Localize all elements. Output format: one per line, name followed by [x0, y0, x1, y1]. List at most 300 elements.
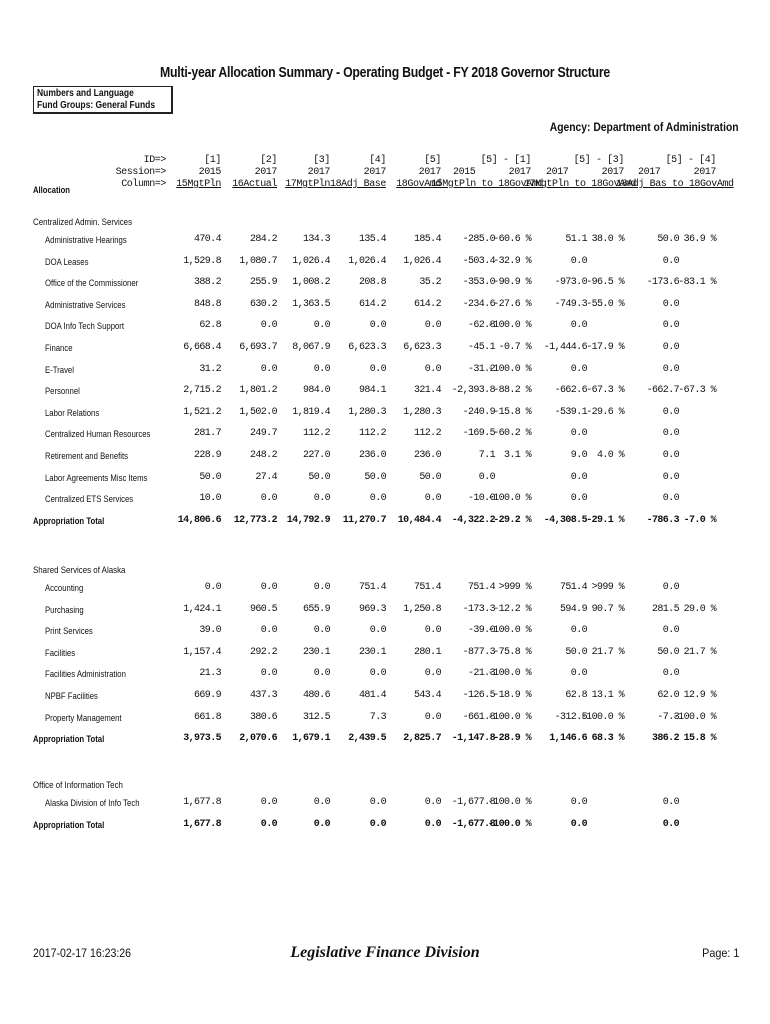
table-row — [0, 449, 770, 463]
table-row — [0, 689, 770, 703]
value-cell: 0.0 — [313, 320, 330, 332]
value-cell: 0.0 — [313, 582, 330, 593]
table-row — [0, 603, 770, 617]
header-col-3: 17MgtPln — [285, 179, 330, 190]
header-col-4: 2017 — [363, 167, 386, 178]
diff-percent-cell: -67.3 % — [586, 385, 624, 397]
total-label: Appropriation Total — [33, 734, 105, 745]
row-label: Labor Relations — [45, 407, 100, 418]
diff-amount-cell: 0.0 — [662, 298, 679, 310]
header-row-label: Session=> — [115, 167, 166, 178]
diff-amount-cell: 0.0 — [662, 797, 679, 808]
value-cell: 0.0 — [260, 320, 277, 332]
row-label: Personnel — [45, 386, 80, 397]
diff-amount-cell: 0.0 — [662, 363, 679, 375]
value-cell: 1,026.4 — [348, 255, 386, 267]
table-row — [0, 298, 770, 312]
report-title: Multi-year Allocation Summary - Operating Budget - FY 2018 Governor Structure — [160, 64, 610, 81]
value-cell: 0.0 — [260, 818, 277, 830]
header-col-2: 2017 — [254, 167, 277, 178]
value-cell: 312.5 — [302, 711, 330, 723]
value-cell: 1,529.8 — [183, 255, 221, 267]
table-row — [0, 341, 770, 355]
header-col-4: [4] — [369, 155, 386, 166]
diff-percent-cell: -100.0 % — [487, 320, 531, 332]
diff-percent-cell: -18.9 % — [493, 690, 531, 701]
row-label: Labor Agreements Misc Items — [45, 472, 148, 483]
value-cell: 984.1 — [358, 385, 386, 397]
value-cell: 1,157.4 — [183, 646, 221, 658]
section-title: Office of Information Tech — [33, 780, 123, 790]
header-diff-id: [5] - [3] — [573, 155, 624, 166]
diff-amount-cell: -662.6 — [554, 385, 587, 397]
value-cell: 1,280.3 — [348, 406, 386, 418]
diff-percent-cell: 21.7 % — [683, 646, 716, 658]
diff-percent-cell: -60.6 % — [493, 234, 531, 245]
row-label: DOA Leases — [45, 256, 89, 267]
diff-amount-cell: -240.9 — [462, 406, 495, 418]
value-cell: 0.0 — [260, 582, 277, 593]
value-cell: 3,973.5 — [183, 733, 221, 745]
appropriation-total-row — [0, 732, 770, 746]
diff-amount-cell: -39.0 — [467, 625, 495, 637]
value-cell: 292.2 — [249, 646, 277, 658]
diff-amount-cell: -62.8 — [467, 320, 495, 332]
diff-amount-cell: 0.0 — [662, 406, 679, 418]
diff-amount-cell: 0.0 — [662, 320, 679, 332]
value-cell: 31.2 — [199, 363, 221, 375]
allocation-header: Allocation — [33, 185, 70, 195]
header-diff-year-to: 2017 — [601, 167, 624, 178]
diff-amount-cell: 0.0 — [570, 668, 587, 680]
value-cell: 280.1 — [413, 646, 441, 658]
appropriation-total-row — [0, 818, 770, 832]
diff-amount-cell: 51.1 — [565, 234, 587, 245]
diff-amount-cell: -312.5 — [554, 711, 587, 723]
value-cell: 11,270.7 — [342, 514, 386, 526]
value-cell: 437.3 — [249, 690, 277, 701]
value-cell: 1,679.1 — [292, 733, 330, 745]
value-cell: 6,623.3 — [348, 342, 386, 353]
table-row — [0, 646, 770, 660]
value-cell: 1,250.8 — [403, 603, 441, 615]
value-cell: 248.2 — [249, 450, 277, 461]
value-cell: 480.6 — [302, 690, 330, 701]
footer-page-number: Page: 1 — [701, 946, 739, 960]
diff-percent-cell: 15.8 % — [683, 733, 716, 745]
diff-amount-cell: -662.7 — [646, 385, 679, 397]
diff-percent-cell: -28.9 % — [493, 733, 531, 745]
diff-amount-cell: 0.0 — [662, 668, 679, 680]
header-col-1: 2015 — [198, 167, 221, 178]
diff-amount-cell: 0.0 — [570, 797, 587, 808]
table-row — [0, 319, 770, 333]
value-cell: 1,677.8 — [183, 797, 221, 808]
diff-amount-cell: 0.0 — [570, 625, 587, 637]
value-cell: 39.0 — [199, 625, 221, 637]
header-col-4: 18Adj Base — [329, 179, 386, 190]
value-cell: 0.0 — [424, 320, 441, 332]
diff-amount-cell: -503.4 — [462, 255, 495, 267]
value-cell: 0.0 — [260, 625, 277, 637]
row-label: Centralized Human Resources — [45, 429, 151, 440]
value-cell: 0.0 — [369, 625, 386, 637]
header-col-2: [2] — [260, 155, 277, 166]
value-cell: 2,715.2 — [183, 385, 221, 397]
diff-amount-cell: -661.8 — [462, 711, 495, 723]
row-label: DOA Info Tech Support — [45, 321, 125, 332]
value-cell: 284.2 — [249, 234, 277, 245]
header-diff-year-to: 2017 — [508, 167, 531, 178]
diff-percent-cell: -67.3 % — [678, 385, 716, 397]
diff-amount-cell: 0.0 — [662, 471, 679, 483]
value-cell: 1,026.4 — [403, 255, 441, 267]
value-cell: 0.0 — [260, 493, 277, 505]
diff-amount-cell: -1,677.8 — [451, 818, 495, 830]
section-title: Centralized Admin. Services — [33, 217, 133, 227]
row-label: Retirement and Benefits — [45, 451, 129, 461]
table-row — [0, 492, 770, 506]
diff-percent-cell: -100.0 % — [487, 625, 531, 637]
value-cell: 1,819.4 — [292, 406, 330, 418]
diff-amount-cell: -126.5 — [462, 690, 495, 701]
diff-percent-cell: 21.7 % — [591, 646, 624, 658]
diff-percent-cell: >999 % — [591, 582, 624, 593]
value-cell: 6,668.4 — [183, 342, 221, 353]
value-cell: 1,280.3 — [403, 406, 441, 418]
table-row — [0, 427, 770, 441]
value-cell: 0.0 — [260, 797, 277, 808]
diff-percent-cell: -27.6 % — [493, 298, 531, 310]
diff-amount-cell: 0.0 — [570, 320, 587, 332]
row-label: Administrative Services — [45, 299, 126, 310]
diff-percent-cell: 13.1 % — [591, 690, 624, 701]
value-cell: 669.9 — [193, 690, 221, 701]
header-diff-label: 18Adj Bas to 18GovAmd — [616, 179, 734, 190]
value-cell: 236.0 — [413, 450, 441, 461]
header-col-5: 2017 — [418, 167, 441, 178]
value-cell: 543.4 — [413, 690, 441, 701]
header-col-5: 18GovAmd — [396, 179, 441, 190]
table-row — [0, 384, 770, 398]
header-col-2: 16Actual — [232, 179, 277, 190]
value-cell: 630.2 — [249, 298, 277, 310]
value-cell: 1,026.4 — [292, 255, 330, 267]
row-label: Property Management — [45, 712, 122, 723]
table-row — [0, 276, 770, 290]
diff-amount-cell: 7.1 — [478, 450, 495, 461]
table-row — [0, 667, 770, 681]
value-cell: 8,067.9 — [292, 342, 330, 353]
header-diff-year-from: 2017 — [638, 167, 661, 178]
footer-division: Legislative Finance Division — [290, 944, 480, 961]
diff-amount-cell: 50.0 — [565, 646, 587, 658]
value-cell: 0.0 — [369, 797, 386, 808]
value-cell: 984.0 — [302, 385, 330, 397]
diff-amount-cell: 0.0 — [570, 818, 587, 830]
diff-percent-cell: -100.0 % — [487, 668, 531, 680]
total-label: Appropriation Total — [33, 819, 105, 830]
value-cell: 1,080.7 — [239, 255, 277, 267]
diff-amount-cell: 0.0 — [662, 582, 679, 593]
header-col-1: 15MgtPln — [176, 179, 221, 190]
value-cell: 50.0 — [199, 471, 221, 483]
value-cell: 112.2 — [358, 428, 386, 440]
diff-amount-cell: -234.6 — [462, 298, 495, 310]
value-cell: 655.9 — [302, 603, 330, 615]
value-cell: 134.3 — [302, 234, 330, 245]
value-cell: 21.3 — [199, 668, 221, 680]
row-label: Purchasing — [45, 604, 84, 615]
diff-percent-cell: 90.7 % — [591, 603, 624, 615]
diff-amount-cell: 0.0 — [478, 471, 495, 483]
value-cell: 0.0 — [424, 493, 441, 505]
diff-percent-cell: -75.8 % — [493, 646, 531, 658]
value-cell: 249.7 — [249, 428, 277, 440]
diff-percent-cell: 12.9 % — [683, 690, 716, 701]
row-label: Centralized ETS Services — [45, 494, 134, 505]
diff-percent-cell: -55.0 % — [586, 298, 624, 310]
value-cell: 35.2 — [419, 277, 441, 289]
row-label: Alaska Division of Info Tech — [45, 798, 140, 808]
value-cell: 112.2 — [302, 428, 330, 440]
diff-percent-cell: -29.6 % — [586, 406, 624, 418]
diff-amount-cell: -45.1 — [467, 342, 495, 353]
table-row — [0, 711, 770, 725]
row-label: Finance — [45, 343, 73, 353]
diff-percent-cell: -96.5 % — [586, 277, 624, 289]
value-cell: 0.0 — [424, 668, 441, 680]
diff-percent-cell: 3.1 % — [503, 450, 531, 461]
value-cell: 27.4 — [255, 471, 277, 483]
value-cell: 0.0 — [369, 320, 386, 332]
diff-percent-cell: 36.9 % — [683, 234, 716, 245]
diff-percent-cell: -100.0 % — [487, 493, 531, 505]
diff-amount-cell: -4,308.5 — [543, 514, 587, 526]
value-cell: 614.2 — [358, 298, 386, 310]
value-cell: 0.0 — [369, 493, 386, 505]
value-cell: 0.0 — [369, 818, 386, 830]
value-cell: 0.0 — [313, 797, 330, 808]
header-diff-id: [5] - [1] — [480, 155, 531, 166]
diff-amount-cell: -4,322.2 — [451, 514, 495, 526]
diff-amount-cell: 0.0 — [570, 471, 587, 483]
diff-percent-cell: -100.0 % — [487, 363, 531, 375]
diff-amount-cell: 0.0 — [570, 493, 587, 505]
section-title: Shared Services of Alaska — [33, 565, 126, 575]
diff-percent-cell: -15.8 % — [493, 406, 531, 418]
value-cell: 14,806.6 — [177, 514, 221, 526]
diff-amount-cell: -7.3 — [657, 711, 679, 723]
row-label: Office of the Commissioner — [45, 278, 139, 289]
header-col-3: [3] — [313, 155, 330, 166]
diff-amount-cell: 386.2 — [651, 733, 679, 745]
row-label: Facilities — [45, 647, 76, 658]
diff-amount-cell: 751.4 — [467, 582, 495, 593]
table-row — [0, 471, 770, 485]
diff-percent-cell: -90.9 % — [493, 277, 531, 289]
diff-percent-cell: -88.2 % — [493, 385, 531, 397]
diff-percent-cell: -100.0 % — [672, 711, 716, 723]
value-cell: 0.0 — [424, 363, 441, 375]
diff-amount-cell: 1,146.6 — [549, 733, 587, 745]
appropriation-total-row — [0, 514, 770, 528]
value-cell: 1,502.0 — [239, 406, 277, 418]
value-cell: 255.9 — [249, 277, 277, 289]
row-label: NPBF Facilities — [45, 691, 98, 701]
value-cell: 6,693.7 — [239, 342, 277, 353]
header-diff-year-from: 2015 — [453, 167, 476, 178]
table-row — [0, 363, 770, 377]
diff-amount-cell: -973.0 — [554, 277, 587, 289]
value-cell: 0.0 — [313, 625, 330, 637]
value-cell: 0.0 — [204, 582, 221, 593]
value-cell: 135.4 — [358, 234, 386, 245]
value-cell: 321.4 — [413, 385, 441, 397]
diff-percent-cell: -83.1 % — [678, 277, 716, 289]
value-cell: 1,363.5 — [292, 298, 330, 310]
value-cell: 185.4 — [413, 234, 441, 245]
value-cell: 6,623.3 — [403, 342, 441, 353]
diff-amount-cell: 0.0 — [570, 255, 587, 267]
value-cell: 12,773.2 — [233, 514, 277, 526]
diff-percent-cell: -29.1 % — [586, 514, 624, 526]
value-cell: 50.0 — [419, 471, 441, 483]
value-cell: 50.0 — [308, 471, 330, 483]
value-cell: 208.8 — [358, 277, 386, 289]
diff-percent-cell: -32.9 % — [493, 255, 531, 267]
diff-amount-cell: -539.1 — [554, 406, 587, 418]
value-cell: 50.0 — [364, 471, 386, 483]
diff-amount-cell: 62.8 — [565, 690, 587, 701]
row-label: Administrative Hearings — [45, 235, 127, 245]
value-cell: 0.0 — [260, 668, 277, 680]
value-cell: 661.8 — [193, 711, 221, 723]
header-row-label: Column=> — [121, 179, 166, 190]
diff-amount-cell: 0.0 — [570, 363, 587, 375]
diff-amount-cell: 0.0 — [662, 450, 679, 461]
value-cell: 380.6 — [249, 711, 277, 723]
footer-timestamp: 2017-02-17 16:23:26 — [33, 946, 132, 960]
diff-amount-cell: -31.2 — [467, 363, 495, 375]
value-cell: 0.0 — [424, 797, 441, 808]
value-cell: 230.1 — [302, 646, 330, 658]
table-row — [0, 406, 770, 420]
diff-percent-cell: -12.2 % — [493, 603, 531, 615]
header-col-3: 2017 — [307, 167, 330, 178]
diff-percent-cell: -100.0 % — [580, 711, 624, 723]
diff-amount-cell: -173.3 — [462, 603, 495, 615]
diff-amount-cell: -749.3 — [554, 298, 587, 310]
value-cell: 0.0 — [424, 711, 441, 723]
value-cell: 614.2 — [413, 298, 441, 310]
value-cell: 236.0 — [358, 450, 386, 461]
value-cell: 228.9 — [193, 450, 221, 461]
diff-percent-cell: 38.0 % — [591, 234, 624, 245]
value-cell: 112.2 — [413, 428, 441, 440]
table-row — [0, 581, 770, 595]
diff-amount-cell: 0.0 — [570, 428, 587, 440]
value-cell: 2,825.7 — [403, 733, 441, 745]
diff-amount-cell: 751.4 — [559, 582, 587, 593]
diff-amount-cell: 594.9 — [559, 603, 587, 615]
header-diff-label: 15MgtPln to 18GovAmd — [431, 179, 544, 190]
diff-amount-cell: 281.5 — [651, 603, 679, 615]
value-cell: 0.0 — [424, 818, 441, 830]
value-cell: 848.8 — [193, 298, 221, 310]
diff-percent-cell: >999 % — [498, 582, 531, 593]
row-label: Accounting — [45, 583, 84, 593]
table-row — [0, 796, 770, 810]
value-cell: 969.3 — [358, 603, 386, 615]
diff-amount-cell: 0.0 — [662, 428, 679, 440]
value-cell: 0.0 — [424, 625, 441, 637]
value-cell: 1,801.2 — [239, 385, 277, 397]
diff-percent-cell: -60.2 % — [493, 428, 531, 440]
value-cell: 10.0 — [199, 493, 221, 505]
value-cell: 470.4 — [193, 234, 221, 245]
value-cell: 0.0 — [313, 493, 330, 505]
diff-amount-cell: -10.0 — [467, 493, 495, 505]
diff-amount-cell: -353.0 — [462, 277, 495, 289]
header-row-label: ID=> — [143, 155, 166, 166]
value-cell: 388.2 — [193, 277, 221, 289]
diff-percent-cell: -100.0 % — [487, 818, 531, 830]
value-cell: 481.4 — [358, 690, 386, 701]
value-cell: 0.0 — [313, 363, 330, 375]
diff-amount-cell: -786.3 — [646, 514, 679, 526]
info-line-numbers-language: Numbers and Language — [37, 88, 134, 99]
diff-percent-cell: -29.2 % — [493, 514, 531, 526]
diff-amount-cell: 0.0 — [662, 342, 679, 353]
diff-percent-cell: -100.0 % — [487, 711, 531, 723]
row-label: E-Travel — [45, 364, 74, 375]
value-cell: 960.5 — [249, 603, 277, 615]
diff-percent-cell: -0.7 % — [498, 342, 531, 353]
info-line-fund-groups: Fund Groups: General Funds — [37, 100, 156, 111]
header-col-5: [5] — [424, 155, 441, 166]
value-cell: 230.1 — [358, 646, 386, 658]
value-cell: 2,070.6 — [239, 733, 277, 745]
diff-amount-cell: -1,147.8 — [451, 733, 495, 745]
diff-amount-cell: -169.5 — [462, 428, 495, 440]
value-cell: 0.0 — [260, 363, 277, 375]
diff-amount-cell: -2,393.8 — [451, 385, 495, 397]
value-cell: 0.0 — [313, 668, 330, 680]
diff-percent-cell: 68.3 % — [591, 733, 624, 745]
diff-percent-cell: 4.0 % — [596, 450, 624, 461]
diff-percent-cell: 29.0 % — [683, 603, 716, 615]
header-col-1: [1] — [204, 155, 221, 166]
value-cell: 281.7 — [193, 428, 221, 440]
value-cell: 14,792.9 — [286, 514, 330, 526]
diff-amount-cell: -285.0 — [462, 234, 495, 245]
table-row — [0, 233, 770, 247]
table-row — [0, 624, 770, 638]
value-cell: 2,439.5 — [348, 733, 386, 745]
value-cell: 1,424.1 — [183, 603, 221, 615]
report-info-box — [33, 86, 173, 114]
diff-amount-cell: -877.3 — [462, 646, 495, 658]
diff-percent-cell: -17.9 % — [586, 342, 624, 353]
value-cell: 1,521.2 — [183, 406, 221, 418]
header-diff-label: 17MgtPln to 18GovAmd — [524, 179, 637, 190]
value-cell: 0.0 — [369, 668, 386, 680]
header-diff-id: [5] - [4] — [665, 155, 716, 166]
diff-amount-cell: -173.6 — [646, 277, 679, 289]
value-cell: 62.8 — [199, 320, 221, 332]
row-label: Facilities Administration — [45, 669, 126, 680]
